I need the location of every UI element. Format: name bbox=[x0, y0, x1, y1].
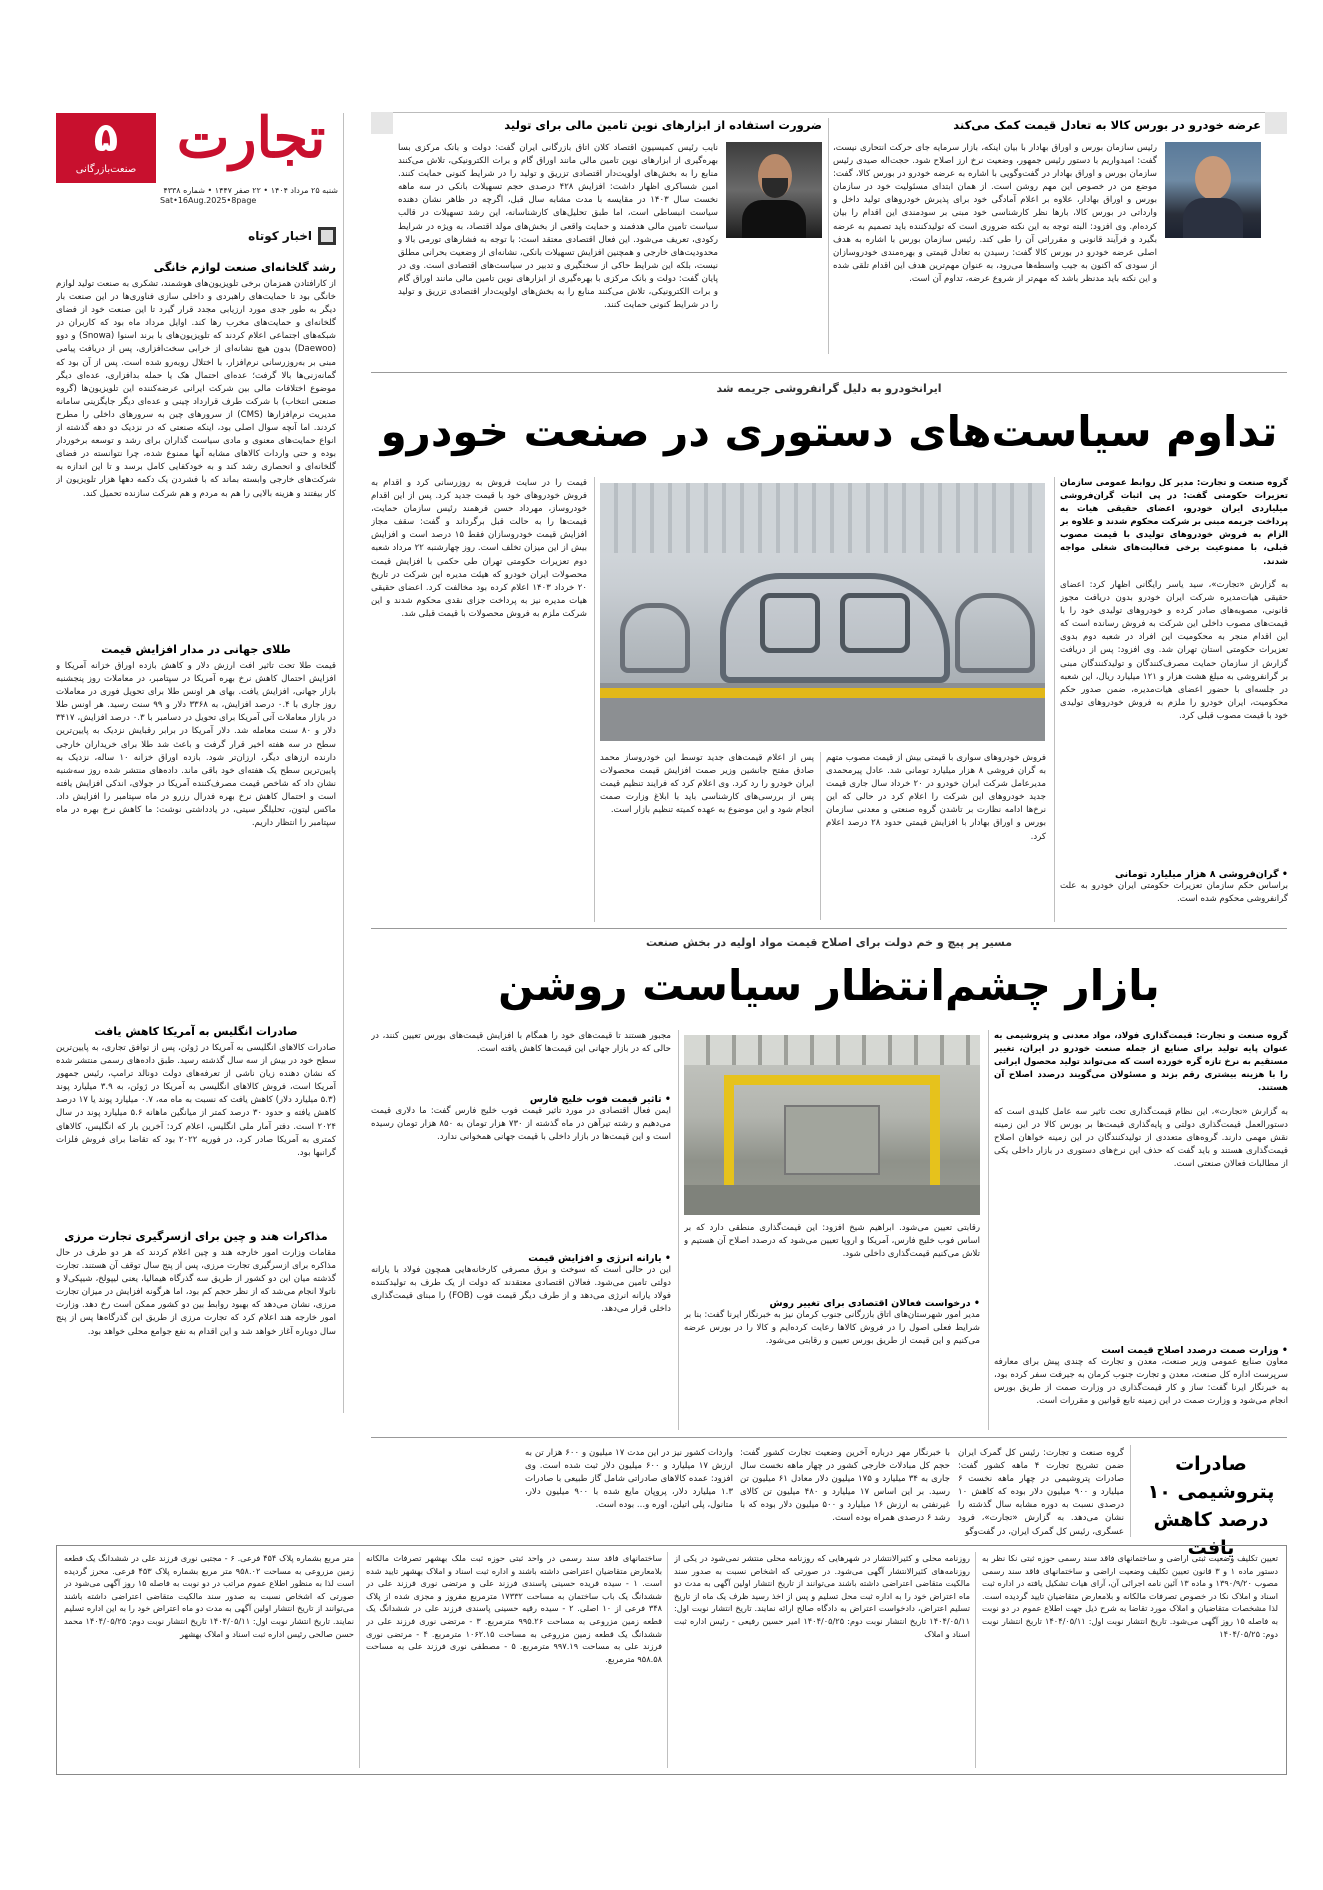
sidebar-divider bbox=[343, 113, 344, 1413]
article-title: ضرورت استفاده از ابزارهای نوین تامین مالی برای تولید bbox=[504, 118, 822, 132]
masthead bbox=[56, 105, 338, 205]
sidebar-header-label: اخبار کوتاه bbox=[248, 229, 312, 243]
column-divider bbox=[678, 1030, 679, 1430]
article-body: رقابتی تعیین می‌شود. ابراهیم شیخ افزود: این قیمت‌گذاری منطقی دارد که بر اساس فوب خلیج فارس، آمریکا و اروپا تعیین می‌شود که درصدد اصلاح آن هستیم و تلاش می‌کنیم قیمت‌گذاری داخلی شود. bbox=[684, 1223, 980, 1260]
article-body: نایب رئیس کمیسیون اقتصاد کلان اتاق بازرگانی ایران گفت: دولت و بانک مرکزی بسا بهره‌گیری از ابزارهای نوین تامین مالی مانند اوراق گام و برات الکترونیکی، تلاش می‌کنند منابع را به بخش‌های اولویت‌دار اقتصادی تزریق و تولید را در شرایط کنونی حمایت کنند. امین شساکری اظهار داشت: افزایش ۴۲۸ درصدی حجم تسهیلات بانکی در سه ماهه نخست سال ۱۴۰۳ در مقایسه با مدت مشابه سال قبل، اگرچه در ظاهر نشان دهنده سیاست انبساطی است، اما طبق تحلیل‌های کارشناسانه، این رشد تسهیلات در قالب سیاست تامین مالی هدفمند و حمایت واقعی از بخش‌های مولد اقتصاد، به ویژه در شرایط رکودی، تعریف می‌شود. این فعال اقتصادی معتقد است: با توجه به فشارهای تورمی بالا و محدودیت‌های خارجی و همچنین افزایش تسهیلات بانکی، نشانه‌ای از وضعیت بحرانی مطلق نیست، بلکه این شرایط حاکی از سختگیری و تدبیر در سیاست‌های اقتصادی است. وی در پایان گفت: دولت و بانک مرکزی با بهره‌گیری از ابزارهای نوین تامین مالی مانند اوراق گام و برات الکترونیکی، تلاش می‌کنند منابع را به بخش‌های اولویت‌دار اقتصادی تزریق و تولید را در شرایط کنونی حمایت کنند. bbox=[398, 143, 718, 311]
top-right-article bbox=[833, 118, 1261, 358]
column-divider bbox=[359, 1552, 360, 1768]
column-divider bbox=[594, 477, 595, 922]
subheading: • وزارت صمت درصدد اصلاح قیمت است bbox=[1101, 1345, 1288, 1356]
column-divider bbox=[1130, 1445, 1131, 1537]
corner-mark-left bbox=[371, 112, 393, 134]
article-body: به گزارش «تجارت»، سید یاسر رایگانی اظهار کرد: اعضای حقیقی هیات‌مدیره شرکت ایران خودرو بدون دریافت مجوز قانونی، مصوبه‌های صادر کرده و خودروهای تولیدی خود را با قیمت‌های مصوب داخلی این شرکت به فروش رسانده است که این اقدام منجر به محکومیت این افراد در شعبه دوم بدوی تعزیرات حکومتی استان تهران شد. وی افزود: پس از دریافت گزارش از سازمان حمایت مصرف‌کنندگان و تولیدکنندگان مبنی بر گرانفروشی به مبلغ هشت هزار و ۱۲۱ میلیارد ریال، این شعبه در جلسه‌ای با حضور اعضای هیات‌مدیره، ضمن صدور حکم محکومیت، ایران خودرو را ملزم به فروش خودروهای تولیدی خود با قیمت مصوب قبلی کرد. bbox=[1060, 580, 1288, 721]
petrochem-col-c bbox=[525, 1447, 733, 1539]
article-body: فروش خودروهای سواری با قیمتی بیش از قیمت مصوب متهم به گران فروشی ۸ هزار میلیارد تومانی شد. عادل پیرمحمدی مدیرعامل شرکت ایران خودرو در ۲۰ خرداد سال جاری قیمت جدید خودروهای این شرکت را اعلام کرد در حالی که این نرخ‌ها ادامه نظارت بر تاشدن گروه صنعتی و معدنی سازمان بورس و اوراق بهادار با افزایش قیمتی حدود ۲۸ درصد اعلام کرد. bbox=[826, 753, 1046, 842]
main-col-middle-a bbox=[826, 752, 1046, 922]
sidebar-item-title: رشد گلخانه‌ای صنعت لوازم خانگی bbox=[153, 261, 336, 274]
section-divider bbox=[371, 928, 1287, 929]
article-body: ایمن فعال اقتصادی در مورد تاثیر قیمت فوب خلیج فارس گفت: ما دلاری قیمت می‌دهیم و رشته تیرآهن در ماه گذشته از ۷۳۰ هزار تومان به ۸۵۰ هزار تومان رسیده است و این قیمت‌ها در بازار داخلی با قیمت جهانی همخوانی ندارد. bbox=[371, 1106, 671, 1143]
article-body: رئیس سازمان بورس و اوراق بهادار با بیان اینکه، بازار سرمایه جای حرکت انتحاری نیست، گفت: امیدواریم با دستور رئیس جمهور، وضعیت نرخ ارز اصلاح شود. حجت‌اله صیدی رئیس سازمان بورس و اوراق بهادار در گفت‌وگویی با اشاره به عرضه خودرو در بورس کالا، گفت: موضع من در خصوص این مهم روشن است. از همان ابتدای مسئولیت خود در سازمان بورس و اوراق بهادار، علاوه بر اعلام آمادگی خود برای پذیرش خودروهای تولید داخل و وارداتی در بورس کالا، بارها نظر کارشناسی خود مبنی بر سودمندی این اقدام را بیان کرده‌ام. وی افزود: البته توجه به این نکته ضروری است که تولیدکننده باید تصمیم به عرضه بگیرد و فرآیند قانونی و مقرراتی آن را طی کند. رئیس سازمان بورس با اشاره به هدف اصلی عرضه خودرو در بورس کالا گفت: رسیدن به تعادل قیمتی و بهره‌مندی خودروسازان از سودی که اکنون به جیب واسطه‌ها می‌رود، به عنوان مهم‌ترین هدف این اقدام تلقی شده و این نکته باید مدنظر باشد که مهم‌تر از شروع عرضه، تداوم آن است. bbox=[833, 143, 1157, 284]
sidebar-item bbox=[56, 261, 336, 633]
logo: تجارت bbox=[176, 105, 326, 171]
sidebar-item-body: مقامات وزارت امور خارجه هند و چین اعلام کردند که هر دو طرف در حال مذاکره برای ازسرگیری تجارت مرزی، پس از پنج سال توقف آن هستند. تجارت گذشته میان این دو کشور از طریق سه گذرگاه هیمالیا، یعنی لیپولخ، شیپکی‌لا و ناتو‌لا انجام می‌شد که از نظر حجم کم بود، اما هرگونه افزایش در میزان تجارت مرزی، نشان می‌دهد که بهبود روابط بین دو کشور ممکن است رخ دهد. وزارت امور خارجه هند اعلام کرد که تجارت مرزی از طریق این گذرگاه‌ها پس از پنج سال دوباره آغاز خواهد شد و این اقدام به نفع جوامع محلی خواهد بود. bbox=[56, 1248, 336, 1337]
article-body: با خبرنگار مهر درباره آخرین وضعیت تجارت کشور گفت: حجم کل مبادلات خارجی کشور در چهار ماهه نخست سال جاری به ۳۴ میلیارد و ۱۷۵ میلیون دلار معادل ۶۱ میلیون تن رسید. بر این اساس ۱۷ میلیارد و ۴۸۰ میلیون تن کالای غیرنفتی به ارزش ۱۶ میلیارد و ۵۰۰ میلیون دلار بوده که با رشد ۶ درصدی همراه بوده است. bbox=[740, 1448, 950, 1524]
section-divider bbox=[371, 1437, 1287, 1438]
sidebar-item bbox=[56, 643, 336, 1015]
article-body: قیمت را در سایت فروش به روزرسانی کرد و اقدام به فروش خودروهای خود با قیمت جدید کرد. پس از این اقدام خودروساز، مهرداد حسن فرهمند رئیس سازمان حمایت، قیمت‌ها را به حالت قبل برگرداند و گفت: سقف مجاز افزایش قیمت خودروسازان فقط ۱۵ درصد است و افزایش بیش از این میزان تخلف است. روز چهارشنبه ۲۲ مرداد شعبه دوم تعزیرات حکومتی تهران طی حکمی با افزایش قیمت محصولات ایران خودرو که هیئت مدیره این شرکت در تاریخ ۲۰ خرداد ۱۴۰۳ اعلام کرده بود مخالفت کرد. اعضای حقیقی هیات مدیره نیز به پرداخت جزای نقدی محکوم شدند و این شرکت ملزم به فروش محصولات با قیمت قبلی شد. bbox=[371, 478, 587, 619]
second-headline: بازار چشم‌انتظار سیاست روشن bbox=[498, 961, 1160, 1010]
subheading-text: درخواست فعالان اقتصادی برای تغییر روش bbox=[769, 1298, 971, 1309]
section-divider bbox=[371, 372, 1287, 373]
second-col-middle bbox=[684, 1222, 980, 1430]
sidebar-item bbox=[56, 1230, 336, 1433]
article-body: به گزارش «تجارت»، این نظام قیمت‌گذاری تحت تاثیر سه عامل کلیدی است که دستورالعمل قیمت‌گذاری دولتی و پایه‌گذاری قیمت‌ها بر بورس کالا در این زمینه نقش مهمی دارند. گروه‌های متعددی از تولیدکنندگان در این زمینه خواهان اصلاح قیمت‌گذاری هستند و باید گفت که حذف این نرخ‌های دستوری در بازار داخلی یکی از مطالبات فعالان صنعتی است. bbox=[994, 1107, 1288, 1170]
article-body: مجبور هستند تا قیمت‌های خود را همگام با افزایش قیمت‌های بورس تعیین کنند، در حالی که در بازار جهانی این قیمت‌ها کاهش یافته است. bbox=[371, 1031, 671, 1055]
subheading-text: یارانه انرژی و افزایش قیمت bbox=[528, 1253, 662, 1264]
notice bbox=[64, 1552, 354, 1768]
subheading: • درخواست فعالان اقتصادی برای تغییر روش bbox=[769, 1298, 980, 1309]
column-divider bbox=[1054, 477, 1055, 922]
sidebar bbox=[56, 225, 336, 1410]
article-body: واردات کشور نیز در این مدت ۱۷ میلیون و ۶۰۰ هزار تن به ارزش ۱۷ میلیارد و ۶۰۰ میلیون دلار ثبت شده است. وی افزود: عمده کالاهای صادراتی شامل گاز طبیعی با صادرات ۱.۳ میلیارد دلار، پروپان مایع شده با ۹۰۰ میلیون دلار، متانول، پلی اتیلن، اوره و... بوده است. bbox=[525, 1448, 733, 1511]
petrochem-col-b bbox=[740, 1447, 950, 1539]
sidebar-item-title: مذاکرات هند و چین برای ازسرگیری تجارت مرزی bbox=[64, 1230, 328, 1243]
subheading-text: گران‌فروشی ۸ هزار میلیارد تومانی bbox=[1114, 869, 1279, 880]
sidebar-item bbox=[56, 1025, 336, 1220]
subheading: • یارانه انرژی و افزایش قیمت bbox=[528, 1253, 671, 1264]
article-body: گروه صنعت و تجارت: رئیس کل گمرک ایران ضمن تشریح تجارت ۴ ماهه کشور گفت: صادرات پتروشیمی در چهار ماهه نخست ۶ میلیارد و ۹۰۰ میلیون دلار بوده که کاهش ۱۰ درصدی نسبت به دوره مشابه سال گذشته را نشان می‌دهد. به گزارش «تجارت»، فرود عسگری، رئیس کل گمرک ایران، در گفت‌وگو bbox=[958, 1448, 1124, 1537]
top-left-article bbox=[398, 118, 822, 358]
second-col-left bbox=[371, 1030, 671, 1432]
article-lead: گروه صنعت و تجارت: قیمت‌گذاری فولاد، مواد معدنی و پتروشیمی به عنوان پایه تولید برای صنایع از جمله صنعت خودرو در ایران، تغییر مستقیم به نرخ تازه گره خورده است که می‌تواند تولید محصول ایرانی را با هزینه بیشتری رقم بزند و مسئولان می‌گویند درصدد اصلاح آن هستند. bbox=[994, 1031, 1288, 1094]
notice-text: تعیین تکلیف وضعیت ثبتی اراضی و ساختمانهای فاقد سند رسمی حوزه ثبتی نکا نظر به دستور ماده ۱ و ۳ قانون تعیین تکلیف وضعیت اراضی و ساختمانهای فاقد سند رسمی مصوب ۱۳۹۰/۹/۲۰ و ماده ۱۳ آئین نامه اجرائی آن، آرای هیات تشکیل یافته در اداره ثبت اسناد و املاک نکا در خصوص تصرفات مالکانه و بلامعارض متقاضیان تایید گردیده است. لذا مشخصات متقاضیان و املاک مورد تقاضا به شرح ذیل جهت اطلاع عموم در دو نوبت به فاصله ۱۵ روز آگهی می‌شود. تاریخ انتشار نوبت اول: ۱۴۰۴/۰۵/۱۱ تاریخ انتشار نوبت دوم: ۱۴۰۴/۰۵/۲۵ bbox=[982, 1553, 1278, 1639]
notice bbox=[674, 1552, 970, 1768]
page-number-box bbox=[56, 113, 156, 183]
column-divider bbox=[820, 752, 821, 920]
article-body: این در حالی است که سوخت و برق مصرفی کارخانه‌هایی همچون فولاد با یارانه دولتی تامین می‌شود. فعالان اقتصادی معتقدند که دولت از یک طرف به تولیدکننده فولاد یارانه انرژی می‌دهد و از طرف دیگر قیمت فوب (FOB) را مبنای قیمت‌گذاری داخلی قرار می‌دهد. bbox=[371, 1265, 671, 1315]
portrait-photo bbox=[1165, 142, 1261, 238]
petrochem-col-a bbox=[958, 1447, 1124, 1539]
second-col-right bbox=[994, 1030, 1288, 1432]
subheading-text: وزارت صمت درصدد اصلاح قیمت است bbox=[1101, 1345, 1279, 1356]
factory-photo bbox=[600, 483, 1045, 741]
square-icon bbox=[318, 227, 336, 245]
article-body: مدیر امور شهرستان‌های اتاق بازرگانی جنوب کرمان نیز به خبرنگار ایرنا گفت: بنا بر شرایط فعلی اصول را در فروش کالاها رعایت کرده‌ایم و کالا را در بورس عرضه می‌کنیم و این قیمت از طریق بورس تعیین و رقابتی می‌شود. bbox=[684, 1310, 980, 1347]
second-kicker: مسیر پر پیچ و خم دولت برای اصلاح قیمت مواد اولیه در بخش صنعت bbox=[645, 936, 1013, 949]
main-col-right bbox=[1060, 477, 1288, 925]
main-col-left bbox=[371, 477, 587, 925]
main-headline: تداوم سیاست‌های دستوری در صنعت خودرو bbox=[380, 407, 1278, 456]
date-latin: Sat•16Aug.2025•8page bbox=[160, 196, 257, 205]
corner-mark-right bbox=[1265, 112, 1287, 134]
notice-text: ساختمانهای فاقد سند رسمی در واحد ثبتی حوزه ثبت ملک بهشهر تصرفات مالکانه بلامعارض متقاضیان اعتراضی داشته باشند و اداره ثبت اسناد و املاک بهشهر تایید شده است. ۱ - سیده فریده حسینی پاسندی فرزند علی و مرتضی نوری فرزند علی در ششدانگ یک باب ساختمان به مساحت ۱۷۳۳۲ مترمربع مفروز و مجزی شده از پلاک ۳۴۸ فرعی از ۱۰ اصلی. ۲ - سیده رقیه حسینی پاسندی فرزند علی در ششدانگ یک قطعه زمین مزروعی به مساحت ۹۹۵.۲۶ مترمربع. ۳ - مرتضی نوری فرزند علی در ششدانگ یک قطعه زمین مزروعی به مساحت ۱۰۶۲.۱۵ مترمربع. ۴ - مرتضی نوری فرزند علی به مساحت ۹۹۷.۱۹ مترمربع. ۵ - مصطفی نوری فرزند علی به مساحت ۹۵۸.۵۸ مترمربع. bbox=[366, 1553, 662, 1664]
column-divider bbox=[988, 1030, 989, 1430]
top-divider bbox=[828, 118, 829, 354]
page-number: ۵ bbox=[93, 115, 119, 161]
sidebar-header bbox=[56, 225, 336, 247]
sidebar-item-body: قیمت طلا تحت تاثیر افت ارزش دلار و کاهش بازده اوراق خزانه آمریکا و افزایش احتمال کاهش نرخ بهره آمریکا در سپتامبر، در معاملات روز پنجشنبه بازار جهانی، افزایش یافت. بهای هر اونس طلا برای تحویل فوری در معاملات روز جاری با ۰.۴ درصد افزایش، به ۳۳۶۸ دلار و ۹۹ سنت رسید. هر اونس طلا در بازار معاملات آتی آمریکا برای تحویل در دسامبر با ۰.۳ درصد افزایش، ۳۴۱۷ دلار و ۸۰ سنت معامله شد. دلار آمریکا در برابر رقبایش نزدیک به پایین‌ترین سطح در سه هفته اخیر قرار گرفت و باعث شد طلا برای خریداران خارجی دارنده ارزهای دیگر، ارزان‌تر شود. بازده اوراق خزانه ۱۰ ساله، نزدیک به پایین‌ترین سطح یک هفته‌ای خود باقی ماند. داده‌های منتشر شده روز سه‌شنبه نشان داد که شاخص قیمت مصرف‌کننده آمریکا در جولای، اندکی افزایش یافته است و احتمال کاهش نرخ بهره فدرال رزرو در ماه سپتامبر را افزایش داد. ماکس لیتون، تحلیلگر سیتی، در یادداشتی نوشت: ما کاهش نرخ بهره در ماه سپتامبر را انتظار داریم. bbox=[56, 661, 336, 829]
article-body: براساس حکم سازمان تعزیرات حکومتی ایران خودرو به علت گرانفروشی محکوم شده است. bbox=[1060, 881, 1288, 905]
notice bbox=[366, 1552, 662, 1768]
subheading: • تاثیر قیمت فوب خلیج فارس bbox=[529, 1094, 671, 1105]
column-divider bbox=[975, 1552, 976, 1768]
notices-box bbox=[56, 1545, 1287, 1775]
main-kicker: ایرانخودرو به دلیل گرانفروشی جریمه شد bbox=[716, 382, 942, 395]
article-body: معاون صنایع عمومی وزیر صنعت، معدن و تجارت که چندی پیش برای معارفه سرپرست اداره کل صنعت، معدن و تجارت جنوب کرمان به جیرفت سفر کرده بود، به خبرنگار ایرنا گفت: ساز و کار قیمت‌گذاری در وزارت صمت از طریق بورس انجام می‌شود و وزارت صمت در این زمینه تابع قوانین و مقررات است. bbox=[994, 1357, 1288, 1407]
sidebar-item-title: صادرات انگلیس به آمریکا کاهش یافت bbox=[94, 1025, 298, 1038]
petrochem-title: صادرات پتروشیمی ۱۰ درصد کاهش یافت bbox=[1147, 1453, 1275, 1559]
column-divider bbox=[667, 1552, 668, 1768]
sidebar-item-body: صادرات کالاهای انگلیسی به آمریکا در ژوئن، پس از توافق تجاری، به پایین‌ترین سطح خود در بیش از سه سال گذشته رسید. طبق داده‌های رسمی منتشر شده که نشان دهنده زیان ناشی از تعرفه‌های دولت دونالد ترامپ، رئیس جمهور آمریکا است، فروش کالاهای انگلیسی به آمریکا در ژوئن، به ۳.۹ میلیارد پوند (۵.۳ میلیارد دلار) کاهش یافت که نسبت به ماه مه، ۰.۷ میلیارد پوند یا ۱۷ درصد کاهش یافته و حدود ۳۰ درصد کمتر از میانگین ماهانه ۵.۶ میلیارد پوند در سال ۲۰۲۴ است. دفتر آمار ملی انگلیس، اعلام کرد: آخرین بار که انگلیس، کالاهای کمتری به آمریکا صادر کرد، در فوریه ۲۰۲۲ بود که تقاضا برای فروش فلزات گرانبها بود. bbox=[56, 1043, 336, 1158]
sidebar-item-title: طلای جهانی در مدار افزایش قیمت bbox=[101, 643, 291, 656]
portrait-photo bbox=[726, 142, 822, 238]
date-line: شنبه ۲۵ مرداد ۱۴۰۴ • ۲۲ صفر ۱۴۴۷ • شماره ۴۳۳۸ bbox=[163, 186, 338, 195]
notice-text: روزنامه محلی و کثیرالانتشار در شهرهایی که روزنامه محلی منتشر نمی‌شود در یکی از روزنامه‌های کثیرالانتشار آگهی می‌شود. در صورتی که اشخاص نسبت به صدور سند مالکیت متقاضی اعتراضی داشته باشند می‌توانند از تاریخ انتشار اولین آگهی به مدت دو ماه اعتراض خود را به اداره ثبت محل تسلیم و پس از اخذ رسید ظرف یک ماه از تاریخ تسلیم اعتراض، دادخواست اعتراض به دادگاه صالح ارائه نمایند. تاریخ انتشار نوبت اول: ۱۴۰۴/۰۵/۱۱ تاریخ انتشار نوبت دوم: ۱۴۰۴/۰۵/۲۵ امیر حسین رفیعی - رئیس اداره ثبت اسناد و املاک bbox=[674, 1553, 970, 1639]
warehouse-photo bbox=[684, 1035, 980, 1215]
section-name: صنعت‌بازرگانی bbox=[75, 164, 137, 175]
notice bbox=[982, 1552, 1278, 1768]
article-lead: گروه صنعت و تجارت: مدیر کل روابط عمومی سازمان تعزیرات حکومتی گفت: در پی اثبات گران‌فروشی میلیاردی ایران خودرو، اعضای حقیقی هیات به پرداخت جریمه مبنی بر شرکت محکوم شدند و علاوه بر الزام به فروش خودروهای تولیدی با قیمت مصوب قبلی، با ممنوعیت برخی فعالیت‌های شغلی مواجه شدند. bbox=[1060, 478, 1288, 567]
notice-text: متر مربع بشماره پلاک ۴۵۴ فرعی. ۶ - مجتبی نوری فرزند علی در ششدانگ یک قطعه زمین مزروعی به مساحت ۹۵۸.۰۲ متر مربع بشماره پلاک ۴۵۳ فرعی. محرز گردیده است لذا به منظور اطلاع عموم مراتب در دو نوبت به فاصله ۱۵ روز آگهی می‌شود در صورتی که اشخاص نسبت به صدور سند مالکیت متقاضی اعتراضی داشته باشند می‌توانند از تاریخ انتشار اولین آگهی به مدت دو ماه اعتراض خود را به این اداره تسلیم نمایند. تاریخ انتشار نوبت اول: ۱۴۰۴/۰۵/۱۱ تاریخ انتشار نوبت دوم: ۱۴۰۴/۰۵/۲۵ محمد حسن صالحی رئیس اداره ثبت اسناد و املاک بهشهر bbox=[64, 1553, 354, 1639]
article-title: عرضه خودرو در بورس کالا به تعادل قیمت کمک می‌کند bbox=[953, 118, 1261, 132]
main-col-middle-b bbox=[600, 752, 814, 922]
sidebar-item-body: از کارافتادن همزمان برخی تلویزیون‌های هوشمند، تشکری به صنعت تولید لوازم خانگی بود تا حمایت‌های راهبردی و داخلی سازی فناوری‌ها در این صنعت بار دیگر به طور جدی مورد ارزیابی مجدد قرار گیرد تا این صنعت خود از فضای گلخانه‌ای و حمایت‌های مخرب رها کند. اوایل مرداد ماه بود که کاربران در شبکه‌های اجتماعی اعلام کردند که تلویزیون‌های با برند اسنوا (Snowa) و دوو (Daewoo) بدون هیچ نشانه‌ای از خرابی سخت‌افزاری، پس از دریافت پیامی مبنی بر به‌روزرسانی نرم‌افزار، با اختلال روبه‌رو شده است. پس از آن بود که گمانه‌زنی‌ها بالا گرفت؛ عده‌ای احتمال هک یا حمله بدافزاری، عده‌ای دیگر موضوع اختلافات مالی بین شرکت ایرانی عرضه‌کننده این تلویزیون‌ها (گروه صنعتی انتخاب) با شرکت طرف قرارداد چینی و عده‌ای دیگر جایگزینی سامانه مدیریت نرم‌افزارها (CMS) از سرورهای چین به سرورهای داخلی را مطرح کردند. اما آنچه سوال اصلی بود، اینکه صنعتی که در نزدیک دو دهه گذشته از انواع حمایت‌های معنوی و مادی سیاست گذاران برای رشد و توسعه برخوردار بوده و حتی واردات کالاهای مشابه آنها ممنوع شده، چرا نتوانسته در فضای گلخانه‌ای و انحصاری رشد کند و به خودکفایی کامل برسد و تا این اندازه به شرکت‌های خارجی وابسته بماند که با فشردن یک دکمه دهها هزار تلویزیون از کار بیفتند و هزینه بالایی را هم به مردم و هم شرکت سازنده تحمیل کند. bbox=[56, 279, 336, 499]
article-body: پس از اعلام قیمت‌های جدید توسط این خودروساز محمد صادق مفتح جانشین وزیر صمت افزایش قیمت محصولات ایران خودرو را رد کرد. وی اعلام کرد که فرایند تنظیم قیمت پس از بررسی‌های کارشناسی باید با ابلاغ وزارت صمت انجام شود و این موضوع به عهده کمیته تنظیم بازار است. bbox=[600, 753, 814, 816]
subheading: • گران‌فروشی ۸ هزار میلیارد تومانی bbox=[1114, 869, 1288, 880]
subheading-text: تاثیر قیمت فوب خلیج فارس bbox=[529, 1094, 662, 1105]
